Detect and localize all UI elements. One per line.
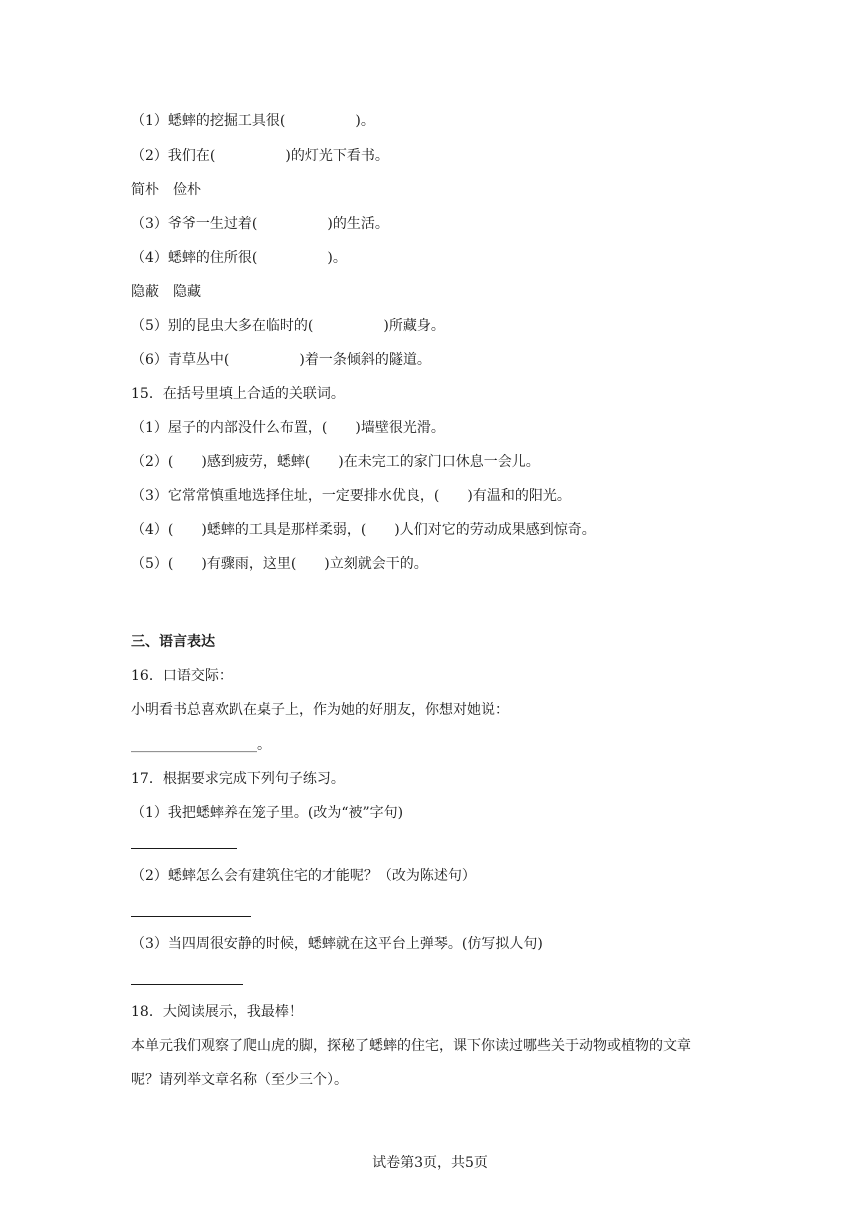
q15-item-4: （4）( )蟋蟀的工具是那样柔弱，( )人们对它的劳动成果感到惊奇。 xyxy=(131,522,596,538)
q14-item-2: （2）我们在( )的灯光下看书。 xyxy=(131,148,389,164)
word-pair-1: 简朴 俭朴 xyxy=(131,182,201,198)
page-footer: 试卷第3页，共5页 xyxy=(372,1155,488,1171)
q15-item-3: （3）它常常慎重地选择住址，一定要排水优良，( )有温和的阳光。 xyxy=(131,488,571,504)
q16-prompt: 小明看书总喜欢趴在桌子上，作为她的好朋友，你想对她说： xyxy=(131,702,509,718)
q17-answer-line-3[interactable] xyxy=(131,984,243,985)
q14-item-5: （5）别的昆虫大多在临时的( )所藏身。 xyxy=(131,318,445,334)
q14-item-3: （3）爷爷一生过着( )的生活。 xyxy=(131,216,389,232)
q14-item-1: （1）蟋蟀的挖掘工具很( )。 xyxy=(131,113,375,129)
q14-item-6: （6）青草丛中( )着一条倾斜的隧道。 xyxy=(131,352,431,368)
q17-item-1: （1）我把蟋蟀养在笼子里。(改为“被”字句) xyxy=(131,805,404,821)
q14-item-4: （4）蟋蟀的住所很( )。 xyxy=(131,250,347,266)
q18-prompt-line-2: 呢？请列举文章名称（至少三个）。 xyxy=(131,1072,348,1088)
q17-answer-line-2[interactable] xyxy=(131,916,251,917)
q17-item-2: （2）蟋蟀怎么会有建筑住宅的才能呢？（改为陈述句） xyxy=(131,868,476,884)
q15-item-2: （2）( )感到疲劳，蟋蟀( )在未完工的家门口休息一会儿。 xyxy=(131,454,540,470)
q16-answer-line[interactable]: __________________。 xyxy=(131,737,271,753)
question-18-title: 18．大阅读展示，我最棒！ xyxy=(131,1004,303,1020)
q17-answer-line-1[interactable] xyxy=(131,848,237,849)
q17-item-3: （3）当四周很安静的时候，蟋蟀就在这平台上弹琴。(仿写拟人句) xyxy=(131,936,543,952)
question-16-title: 16．口语交际： xyxy=(131,668,233,684)
question-17-title: 17．根据要求完成下列句子练习。 xyxy=(131,771,345,787)
question-15-title: 15．在括号里填上合适的关联词。 xyxy=(131,386,345,402)
q15-item-5: （5）( )有骤雨，这里( )立刻就会干的。 xyxy=(131,556,428,572)
q18-prompt-line-1: 本单元我们观察了爬山虎的脚，探秘了蟋蟀的住宅，课下你读过哪些关于动物或植物的文章 xyxy=(131,1038,691,1054)
q15-item-1: （1）屋子的内部没什么布置，( )墙壁很光滑。 xyxy=(131,420,445,436)
word-pair-2: 隐蔽 隐藏 xyxy=(131,284,201,300)
section-3-heading: 三、语言表达 xyxy=(131,634,215,650)
